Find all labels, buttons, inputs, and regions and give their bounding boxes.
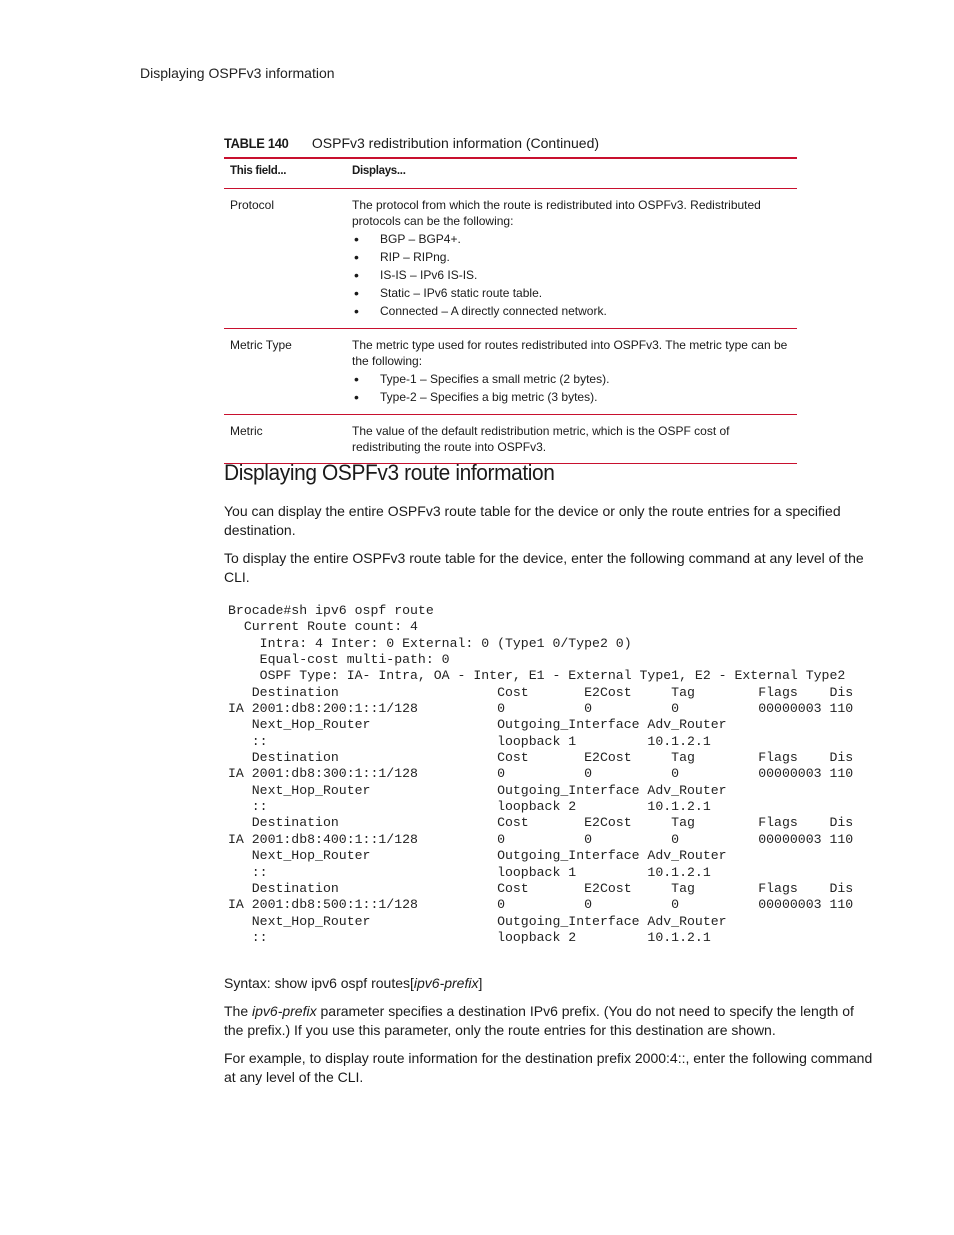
list-item: [352, 248, 791, 266]
bullet-icon: •: [354, 285, 359, 301]
table-row: [224, 189, 797, 329]
table-caption: [224, 135, 798, 151]
bullet-icon: •: [354, 231, 359, 247]
bullet-icon: •: [354, 371, 359, 387]
field-name: Protocol: [224, 189, 346, 329]
list-item-text: BGP – BGP4+.: [380, 232, 461, 246]
running-head: Displaying OSPFv3 information: [140, 65, 335, 81]
syntax-command: show ipv6 ospf routes: [274, 975, 410, 991]
syntax-argument: ipv6-prefix: [413, 975, 479, 991]
redistribution-info-table: [224, 157, 797, 464]
list-item-text: Static – IPv6 static route table.: [380, 286, 543, 300]
table-title: OSPFv3 redistribution information (Continued): [311, 135, 600, 151]
bullet-icon: •: [354, 303, 359, 319]
list-item: [352, 302, 791, 320]
table-row: [224, 415, 797, 464]
parameter-text-before: The: [224, 1003, 253, 1019]
intro-paragraph: You can display the entire OSPFv3 route table for the device or only the route entries for a specified destination.: [224, 503, 841, 538]
section-title: Displaying OSPFv3 route information: [224, 460, 555, 485]
field-name: Metric: [224, 415, 346, 464]
list-item: [352, 284, 791, 302]
example-paragraph: For example, to display route information for the destination prefix 2000:4::, enter the following command at any level of the CLI.: [224, 1050, 873, 1085]
bullet-icon: •: [354, 389, 359, 405]
bullet-icon: •: [354, 267, 359, 283]
syntax-open-bracket: [: [410, 975, 414, 991]
list-item-text: IS-IS – IPv6 IS-IS.: [380, 268, 478, 282]
description-text: The protocol from which the route is redistributed into OSPFv3. Redistributed protocols can be the following:: [352, 198, 761, 228]
list-item: [352, 230, 791, 248]
bullet-icon: •: [354, 249, 359, 265]
syntax-close-bracket: ]: [478, 975, 483, 991]
field-description: [346, 415, 797, 464]
list-item-text: RIP – RIPng.: [380, 250, 450, 264]
list-item: [352, 370, 791, 388]
list-item-text: Type-2 – Specifies a big metric (3 bytes).: [380, 390, 598, 404]
syntax-line: [224, 975, 482, 991]
list-item: [352, 266, 791, 284]
list-item-text: Type-1 – Specifies a small metric (2 bytes).: [380, 372, 610, 386]
table-number: TABLE 140: [224, 135, 289, 151]
header-displays: Displays...: [346, 158, 797, 189]
bullet-list: [352, 370, 791, 406]
syntax-label: Syntax:: [224, 975, 271, 991]
list-item: [352, 388, 791, 406]
field-description: [346, 329, 797, 415]
header-field: This field...: [224, 158, 346, 189]
list-item-text: Connected – A directly connected network.: [380, 304, 607, 318]
parameter-text-after: parameter specifies a destination IPv6 prefix. (You do not need to specify the length of the prefix.) If you use this parameter, only the route entries for this destination are shown.: [224, 1003, 854, 1038]
table-header-row: [224, 158, 797, 189]
table-row: [224, 329, 797, 415]
field-description: [346, 189, 797, 329]
parameter-term: ipv6-prefix: [252, 1003, 317, 1019]
description-text: The metric type used for routes redistributed into OSPFv3. The metric type can be the following:: [352, 338, 788, 368]
description-text: The value of the default redistribution metric, which is the OSPF cost of redistributing the route into OSPFv3.: [352, 424, 730, 454]
bullet-list: [352, 230, 791, 320]
parameter-paragraph: [224, 1002, 874, 1040]
instruction-paragraph: To display the entire OSPFv3 route table for the device, enter the following command at any level of the CLI.: [224, 550, 864, 585]
cli-output: Brocade#sh ipv6 ospf route Current Route count: 4 Intra: 4 Inter: 0 External: 0 (Type1 0/Type2 0) Equal-cost multi-path: 0 OSPF Type: IA- Intra, OA - Inter, E1 - External Type1, E2 - External Type2 Destination Cost E2Cost Tag Flags Dis IA 2001:db8:200:1::1/128 0 0 0 00000003 110 Next_Hop_Router Outgoing_Interface Adv_Router :: loopback 1 10.1.2.1 Destination Cost E2Cost Tag Flags Dis IA 2001:db8:300:1::1/128 0 0 0 00000003 110 Next_Hop_Router Outgoing_Interface Adv_Router :: loopback 2 10.1.2.1 Destination Cost E2Cost Tag Flags Dis IA 2001:db8:400:1::1/128 0 0 0 00000003 110 Next_Hop_Router Outgoing_Interface Adv_Router :: loopback 1 10.1.2.1 Destination Cost E2Cost Tag Flags Dis IA 2001:db8:500:1::1/128 0 0 0 00000003 110 Next_Hop_Router Outgoing_Interface Adv_Router :: loopback 2 10.1.2.1: [228, 603, 854, 945]
field-name: Metric Type: [224, 329, 346, 415]
